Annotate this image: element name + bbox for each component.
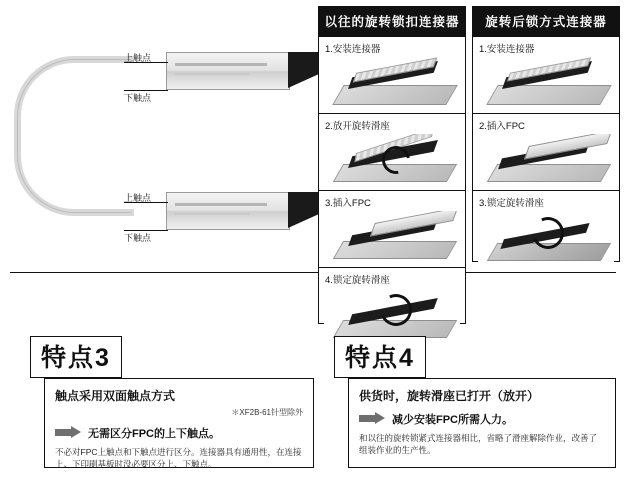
panel-rotate-then-lock: [472, 6, 620, 262]
feature-4-body: 和以往的旋转锁紧式连接器相比，省略了滑座解除作业，改善了组装作业的生产性。: [359, 433, 598, 456]
upper-connector-body: [166, 52, 290, 90]
feature-3-note: ＊XF2B-61针型除外: [231, 408, 303, 417]
step-artwork: [324, 211, 460, 263]
step-artwork: [324, 134, 460, 186]
step-artwork: [324, 57, 460, 109]
step-label: 4.锁定旋转滑座: [325, 275, 390, 286]
step-artwork: [478, 57, 614, 109]
step-label: 1.安装连接器: [325, 44, 381, 55]
feature-3-title: 特点3: [30, 336, 122, 378]
step-label: 2.放开旋转滑座: [325, 121, 390, 132]
step-artwork: [478, 134, 614, 186]
panel-legacy-rotary-lock: [318, 6, 466, 324]
panel-legacy-title: 以往的旋转锁扣连接器: [319, 7, 465, 36]
left-illustration: [0, 0, 318, 300]
panel-new-step-1: [473, 36, 619, 113]
arrow-right-icon: [359, 412, 385, 425]
upper-connector: [166, 52, 326, 90]
feature-3-heading: 触点采用双面触点方式: [55, 389, 176, 403]
feature-3-box: [44, 378, 314, 468]
feature-3-body: 不必对FPC上触点和下触点进行区分。连接器具有通用性，在连接上、下印刷基板时没必要区分上、下触点。: [55, 447, 302, 470]
feature-4-heading: 供货时，旋转滑座已打开（放开）: [359, 389, 540, 403]
lower-connector: [166, 192, 326, 230]
panel-new-step-3: [473, 190, 619, 267]
feature-3-strong-row: [55, 425, 303, 441]
panel-legacy-step-2: [319, 113, 465, 190]
feature-4-box: [348, 378, 616, 468]
feature-4-strong: 减少安装FPC所需人力。: [392, 414, 513, 426]
lower-contact-label-top: 下触点: [124, 93, 152, 103]
step-artwork: [324, 288, 460, 340]
panel-new-step-2: [473, 113, 619, 190]
step-label: 3.锁定旋转滑座: [479, 198, 544, 209]
feature-4-title: 特点4: [334, 336, 426, 378]
panel-legacy-step-3: [319, 190, 465, 267]
lower-connector-body: [166, 192, 290, 230]
feature-3-strong: 无需区分FPC的上下触点。: [88, 428, 220, 440]
upper-contact-label-top: 上触点: [124, 53, 152, 63]
section-divider: [10, 272, 616, 273]
panel-legacy-step-4: [319, 267, 465, 344]
lower-contact-label-bottom: 下触点: [124, 233, 152, 243]
panel-legacy-step-1: [319, 36, 465, 113]
panel-new-title: 旋转后锁方式连接器: [473, 7, 619, 36]
step-label: 2.插入FPC: [479, 121, 525, 132]
step-label: 3.插入FPC: [325, 198, 371, 209]
step-artwork: [478, 211, 614, 263]
step-label: 1.安装连接器: [479, 44, 535, 55]
upper-contact-label-bottom: 上触点: [124, 193, 152, 203]
feature-4-strong-row: [359, 411, 605, 427]
fpc-cable-inner: [17, 59, 131, 213]
arrow-right-icon: [55, 426, 81, 439]
